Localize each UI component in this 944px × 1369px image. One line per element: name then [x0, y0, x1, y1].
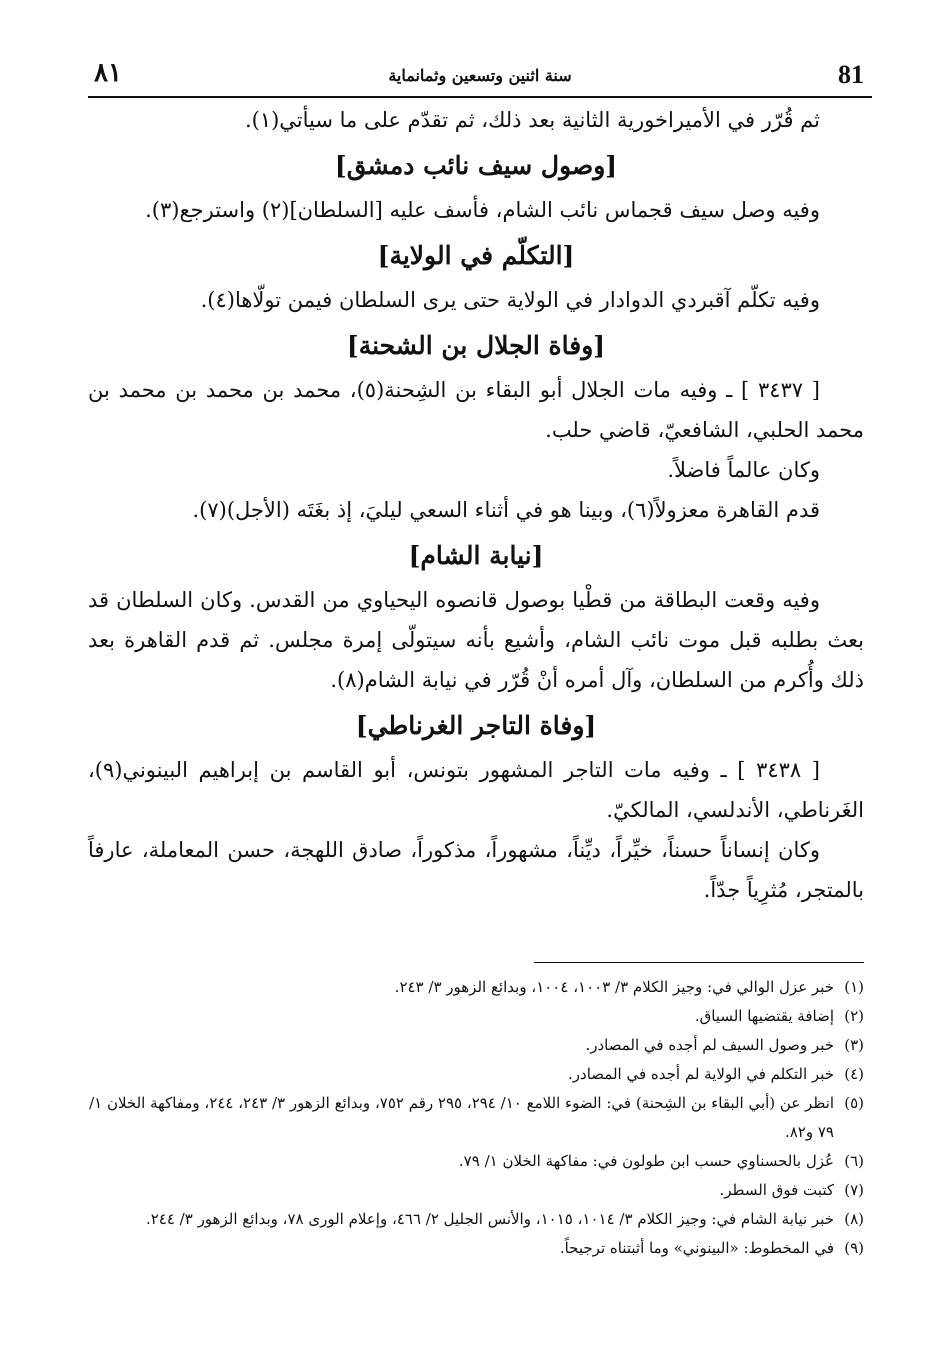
footnote [88, 1205, 864, 1234]
footnote-text: إضافة يقتضيها السياق. [694, 1007, 834, 1025]
paragraph: وفيه وقعت البطاقة من قطْيا بوصول قانصوه اليحياوي من القدس. وكان السلطان قد بعث بطلبه قبل موت نائب الشام، وأشيع بأنه سيتولّى إمرة مجلس. ثم قدم القاهرة بعد ذلك وأُكرم من السلطان، وآل أمره أنْ قُرّر في نيابة الشام(٨). [88, 588, 864, 692]
footnote-number: (٢) [844, 1007, 864, 1025]
section-heading: [وصول سيف نائب دمشق] [334, 151, 618, 180]
footnote-number: (١) [844, 978, 864, 996]
footnote-number: (٣) [844, 1036, 864, 1054]
footnote-text: في المخطوط: «البينوني» وما أثبتناه ترجيحاً. [559, 1239, 834, 1257]
running-title: سنة اثنين وتسعين وثمانماية [388, 66, 572, 85]
footnote-text: خبر نيابة الشام في: وجيز الكلام ٣/ ١٠١٤، ١٠١٥، والأنس الجليل ٢/ ٤٦٦، وإعلام الورى ٧٨، وبدائع الزهور ٣/ ٢٤٤. [145, 1210, 834, 1228]
page-header [88, 52, 872, 98]
page-number-arabic: ٨١ [94, 58, 122, 88]
footnote [88, 1060, 864, 1089]
footnote [88, 1234, 864, 1263]
section-heading: [نيابة الشام] [408, 541, 544, 570]
footnotes [88, 962, 864, 1263]
footnote-number: (٦) [844, 1152, 864, 1170]
footnote-number: (٤) [844, 1065, 864, 1083]
footnote-text: كتبت فوق السطر. [719, 1181, 834, 1199]
main-text [88, 100, 864, 910]
section-heading: [وفاة التاجر الغرناطي] [355, 711, 597, 740]
footnote [88, 1176, 864, 1205]
paragraph: وفيه تكلّم آقبردي الدوادار في الولاية حتى يرى السلطان فيمن تولّاها(٤). [200, 288, 820, 312]
footnote-text: خبر وصول السيف لم أجده في المصادر. [585, 1036, 834, 1054]
footnote [88, 1031, 864, 1060]
footnote [88, 1089, 864, 1147]
paragraph: ثم قُرّر في الأميراخورية الثانية بعد ذلك، ثم تقدّم على ما سيأتي(١). [244, 108, 820, 132]
page-number-latin: 81 [838, 60, 864, 89]
paragraph: وكان عالماً فاضلاً. [667, 458, 820, 482]
paragraph: وفيه وصل سيف قجماس نائب الشام، فأسف عليه [السلطان](٢) واسترجع(٣). [145, 198, 820, 222]
footnote-text: عُزل بالحسناوي حسب ابن طولون في: مفاكهة الخلان ١/ ٧٩. [458, 1152, 834, 1170]
biography-entry: [ ٣٤٣٧ ] ـ وفيه مات الجلال أبو البقاء بن الشِحنة(٥)، محمد بن محمد بن محمد بن محمد الحلبي، الشافعيّ، قاضي حلب. [88, 378, 864, 442]
paragraph: وكان إنساناً حسناً، خيِّراً، ديِّناً، مشهوراً، مذكوراً، صادق اللهجة، حسن المعاملة، عارفاً بالمتجر، مُثرِياً جدّاً. [88, 838, 864, 902]
footnote-number: (٩) [844, 1239, 864, 1257]
footnote-divider [534, 962, 864, 963]
footnote-text: خبر التكلم في الولاية لم أجده في المصادر. [568, 1065, 834, 1083]
section-heading: [وفاة الجلال بن الشحنة] [346, 331, 606, 360]
footnote [88, 1002, 864, 1031]
footnote-text: خبر عزل الوالي في: وجيز الكلام ٣/ ١٠٠٣، ١٠٠٤، وبدائع الزهور ٣/ ٢٤٣. [394, 978, 834, 996]
biography-entry: [ ٣٤٣٨ ] ـ وفيه مات التاجر المشهور بتونس، أبو القاسم بن إبراهيم البينوني(٩)، الغَرناطي، الأندلسي، المالكيّ. [88, 758, 864, 822]
footnote-number: (٨) [844, 1210, 864, 1228]
footnote-text: انظر عن (أبي البقاء بن الشِحنة) في: الضوء اللامع ١٠/ ٢٩٤، ٢٩٥ رقم ٧٥٢، وبدائع الزهور ٣/ ٢٤٣، ٢٤٤، ومفاكهة الخلان ١/ ٧٩ و٨٢. [89, 1094, 834, 1141]
paragraph: قدم القاهرة معزولاً(٦)، وبينا هو في أثناء السعي ليليَ، إذ بغَتَه (الأجل)(٧). [192, 498, 820, 522]
footnote [88, 973, 864, 1002]
footnote [88, 1147, 864, 1176]
section-heading: [التكلّم في الولاية] [377, 241, 575, 270]
footnote-number: (٧) [844, 1181, 864, 1199]
footnote-number: (٥) [844, 1094, 864, 1112]
